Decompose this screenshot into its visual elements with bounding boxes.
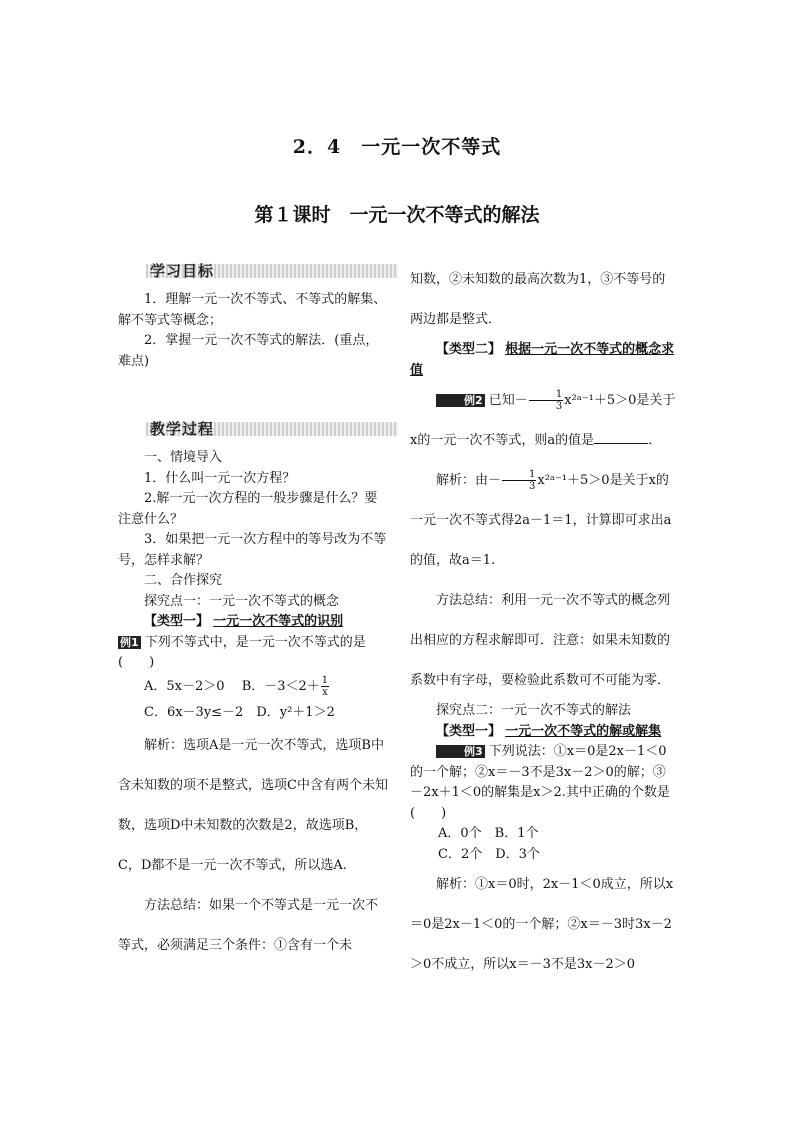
example-2-end: ． bbox=[648, 433, 662, 448]
goals-label: 学习目标 bbox=[150, 262, 215, 280]
fraction-denominator: 3 bbox=[529, 481, 536, 492]
example-tag: 例1 bbox=[120, 635, 139, 649]
type-title: 根据一元一次不等式的概念求值 bbox=[410, 342, 675, 378]
analysis-1: 解析：选项A是一元一次不等式，选项B中含未知数的项不是整式，选项C中含有两个未知数，选项D中未知数的次数是2，故选项B，C，D都不是一元一次不等式，所以选A. bbox=[118, 737, 388, 873]
goal-1: 1．理解一元一次不等式、不等式的解集、解不等式等概念； bbox=[118, 292, 387, 328]
fraction-numerator: 1 bbox=[502, 469, 536, 481]
left-column bbox=[118, 260, 390, 966]
section-intro: 一、情境导入 bbox=[144, 450, 223, 465]
question-1: 1．什么叫一元一次方程？ bbox=[144, 470, 296, 486]
option-a: A．5x－2＞0 bbox=[144, 678, 225, 694]
options-cd: C．2个 D．3个 bbox=[438, 846, 540, 862]
example-tag: 例2 bbox=[436, 394, 485, 407]
question-2: 2.解一元一次方程的一般步骤是什么？要注意什么？ bbox=[118, 491, 378, 527]
example-1 bbox=[118, 633, 390, 674]
example-3-text: 下列说法：①x＝0是2x－1＜0的一个解；②x＝－3不是3x－2＞0的解；③－2x＋1＜0的解集是x＞2.其中正确的个数是( ) bbox=[410, 744, 670, 821]
explore-point-2: 探究点二：一元一次不等式的解法 bbox=[436, 703, 632, 718]
options-ab: A．0个 B．1个 bbox=[438, 826, 539, 841]
type-3-heading bbox=[410, 722, 676, 743]
options-ab bbox=[118, 674, 390, 700]
fraction-denominator: 3 bbox=[555, 401, 563, 412]
fraction-denominator: x bbox=[322, 686, 328, 698]
lesson-title: 第１课时 一元一次不等式的解法 bbox=[254, 204, 540, 226]
type-tag: 【类型一】 bbox=[436, 723, 502, 739]
type-title: 一元一次不等式的解或解集 bbox=[505, 723, 662, 739]
fraction-numerator: 1 bbox=[529, 389, 563, 401]
type-title: 一元一次不等式的识别 bbox=[213, 614, 344, 629]
analysis-2 bbox=[410, 461, 676, 581]
option-b-fraction bbox=[321, 675, 329, 698]
section-explore: 二、合作探究 bbox=[144, 573, 223, 588]
analysis-3: 解析：①x＝0时，2x－1＜0成立，所以x＝0是2x－1＜0的一个解；②x＝－3时3x－2＞0不成立，所以x＝－3不是3x－2＞0 bbox=[410, 877, 674, 972]
fraction-numerator: 1 bbox=[321, 674, 329, 686]
process-section-header bbox=[118, 418, 390, 440]
method-summary-2: 方法总结：利用一元一次不等式的概念列出相应的方程求解即可．注意：如果未知数的系数中有字母，要检验此系数可不可能为零． bbox=[410, 593, 671, 688]
option-b: B．－3＜2＋ bbox=[241, 678, 320, 694]
goal-2: 2．掌握一元一次不等式的解法．(重点，难点) bbox=[118, 333, 379, 369]
type-1-heading bbox=[118, 612, 390, 633]
example-1-text: 下列不等式中，是一元一次不等式的是( ) bbox=[118, 634, 366, 670]
analysis-2-prefix: 解析：由－ bbox=[436, 473, 502, 488]
example-2-text: x²ᵃ⁻¹＋5＞0是关于x的一元一次不等式，则a的值是 bbox=[410, 393, 676, 448]
method-summary-1-cont: 知数，②未知数的最高次数为1，③不等号的两边都是整式． bbox=[410, 272, 666, 327]
analysis-2-text: x²ᵃ⁻¹＋5＞0是关于x的一元一次不等式得2a－1＝1，计算即可求出a的值，故a＝1. bbox=[410, 473, 672, 568]
example-2 bbox=[410, 381, 676, 461]
process-label: 教学过程 bbox=[150, 420, 215, 438]
analysis-2-fraction bbox=[502, 469, 536, 492]
answer-blank[interactable] bbox=[594, 431, 648, 444]
type-tag: 【类型二】 bbox=[436, 342, 502, 357]
example-2-fraction bbox=[529, 389, 563, 412]
right-column bbox=[410, 260, 676, 985]
explore-point-1: 探究点一：一元一次不等式的概念 bbox=[144, 593, 340, 609]
method-summary-1: 方法总结：如果一个不等式是一元一次不等式，必须满足三个条件：①含有一个未 bbox=[118, 897, 379, 953]
page-title: 2．4 一元一次不等式 bbox=[292, 136, 502, 158]
example-2-prefix: 已知－ bbox=[488, 393, 528, 408]
example-tag: 例3 bbox=[436, 745, 485, 758]
goals-section-header bbox=[118, 260, 390, 282]
example-3 bbox=[410, 742, 676, 824]
question-3: 3．如果把一元一次方程中的等号改为不等号，怎样求解？ bbox=[118, 532, 387, 568]
type-2-heading bbox=[410, 340, 676, 381]
options-cd: C．6x－3y≤－2 D．y²＋1＞2 bbox=[144, 704, 335, 720]
type-tag: 【类型一】 bbox=[144, 614, 210, 629]
